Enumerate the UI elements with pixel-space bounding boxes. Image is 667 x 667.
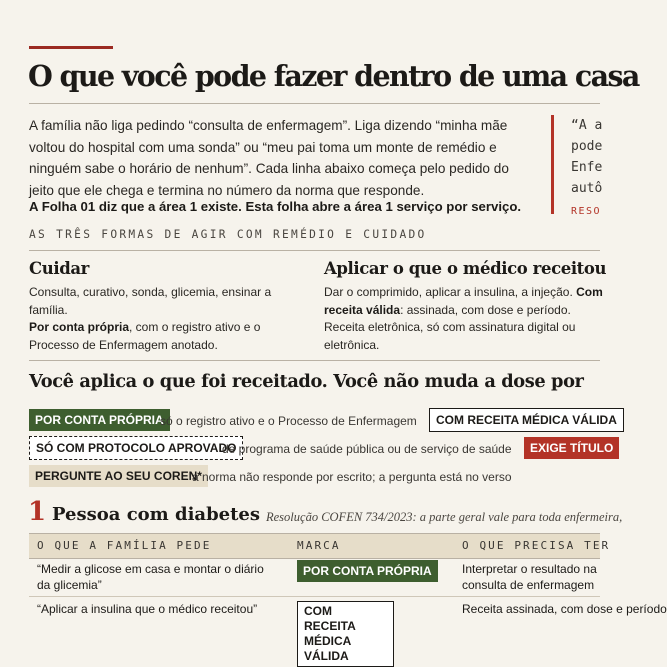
- badge-com-receita: COM RECEITA MÉDICA VÁLIDA: [429, 408, 624, 432]
- divider: [29, 250, 600, 251]
- column-heading: Cuidar: [29, 259, 89, 278]
- column-aplicar: [324, 258, 614, 354]
- badge-por-conta-propria: POR CONTA PRÓPRIA: [297, 560, 438, 582]
- divider: [29, 360, 600, 361]
- section-kicker: AS TRÊS FORMAS DE AGIR COM REMÉDIO E CUIDADO: [29, 228, 427, 241]
- column-text: Consulta, curativo, sonda, glicemia, ensinar a família. Por conta própria, com o registro ativo e o Processo de Enfermagem anotado.: [29, 285, 272, 352]
- cell-need: Receita assinada, com dose e período: [462, 602, 667, 616]
- badge-pergunte-coren: PERGUNTE AO SEU COREN*: [29, 465, 208, 487]
- column-bold: Por conta própria: [29, 320, 130, 334]
- legend-description: de programa de saúde pública ou de serviço de saúde: [222, 442, 512, 456]
- intro-paragraph: A família não liga pedindo “consulta de enfermagem”. Liga dizendo “minha mãe voltou do hospital com uma sonda” ou “meu pai toma um monte de remédio e ninguém sabe o horário de nenhum”. Cada linha abaixo começa pelo pedido do jeito que ele chega e termina no número da norma que responde.: [29, 118, 509, 198]
- section-note: Resolução COFEN 734/2023: a parte geral vale para toda enfermeira,: [266, 510, 623, 524]
- column-header: MARCA: [297, 539, 341, 552]
- column-header: O QUE PRECISA TER: [462, 539, 611, 552]
- divider: [29, 596, 600, 597]
- legend-description: só o registro ativo e o Processo de Enfermagem: [160, 414, 417, 428]
- cell-request: “Aplicar a insulina que o médico receitou”: [37, 602, 258, 616]
- column-heading: Aplicar o que o médico receitou: [324, 259, 607, 278]
- intro-bold-line: A Folha 01 diz que a área 1 existe. Esta folha abre a área 1 serviço por serviço.: [29, 199, 522, 214]
- column-header: O QUE A FAMÍLIA PEDE: [37, 539, 212, 552]
- cell-request: “Medir a glicose em casa e montar o diário da glicemia”: [37, 562, 264, 592]
- pull-quote-text: “A a pode Enfe autô: [571, 118, 603, 196]
- badge-por-conta-propria: POR CONTA PRÓPRIA: [29, 409, 170, 431]
- divider: [29, 103, 600, 104]
- legend-description: a norma não responde por escrito; a pergunta está no verso: [192, 470, 512, 484]
- badge-com-receita: COM RECEITA MÉDICA VÁLIDA: [297, 601, 394, 667]
- column-cuidar: [29, 258, 305, 354]
- badge-so-com-protocolo: SÓ COM PROTOCOLO APROVADO: [29, 436, 243, 460]
- badge-exige-titulo: EXIGE TÍTULO: [524, 437, 619, 459]
- table-header: [29, 533, 611, 559]
- pull-quote-reference: RESO: [571, 206, 602, 217]
- section-number: 1: [28, 497, 47, 527]
- column-text: Dar o comprimido, aplicar a insulina, a injeção. Com receita válida: assinada, com dose e período. Receita eletrônica, só com assinatura digital ou eletrônica.: [324, 285, 603, 352]
- pull-quote: [551, 115, 651, 217]
- cell-need: Interpretar o resultado na consulta de enfermagem: [462, 562, 597, 592]
- column-bold: Com receita válida: [324, 285, 603, 317]
- section-headline: Você aplica o que foi receitado. Você não muda a dose por: [29, 371, 584, 392]
- accent-rule: [29, 46, 113, 49]
- page-title: O que você pode fazer dentro de uma casa: [28, 59, 639, 93]
- section-title: Pessoa com diabetes: [52, 504, 261, 525]
